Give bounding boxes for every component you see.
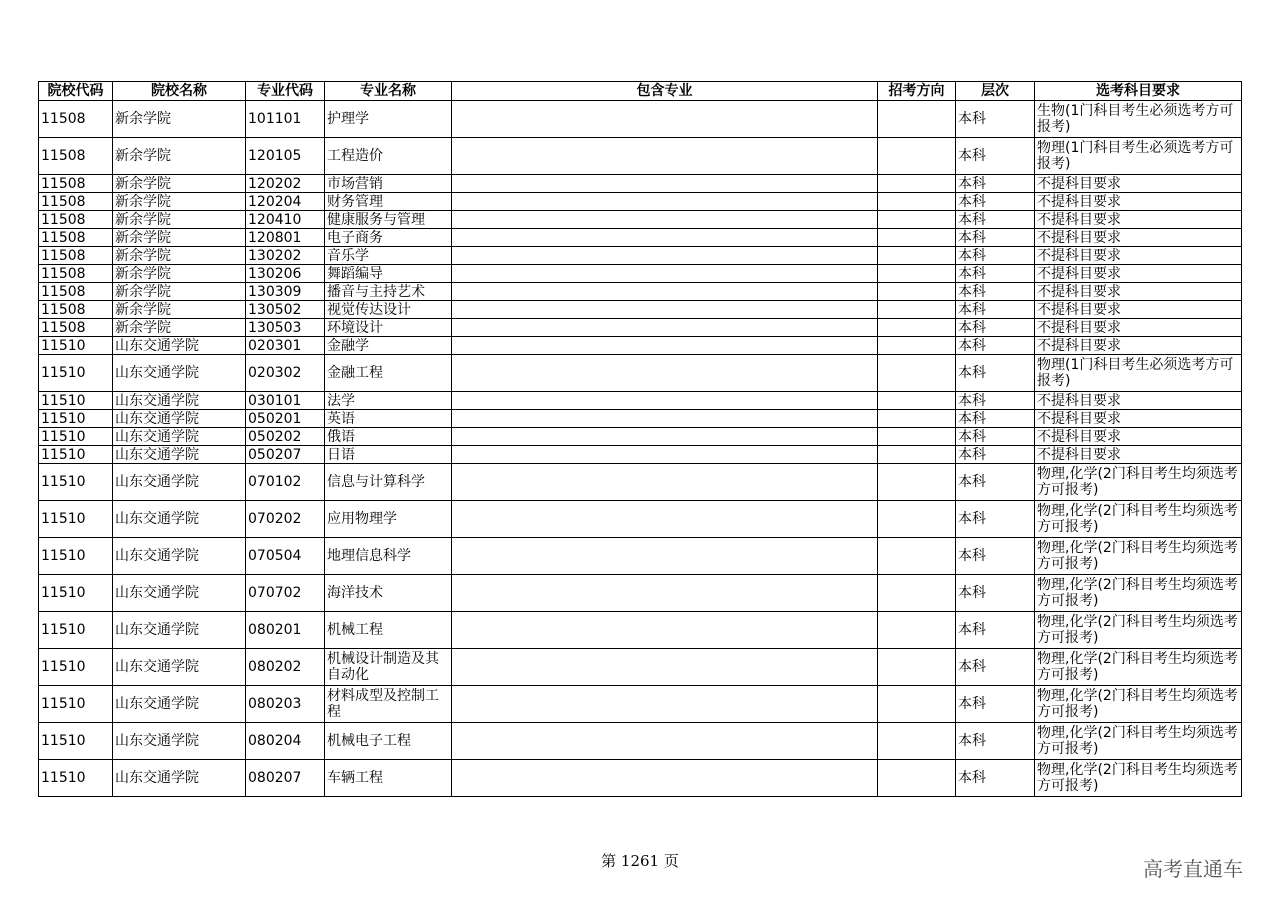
cell-school-name: 山东交通学院 bbox=[113, 501, 246, 538]
cell-direction bbox=[878, 428, 956, 446]
cell-subject-requirement: 物理,化学(2门科目考生均须选考方可报考) bbox=[1035, 464, 1242, 501]
header-school-code: 院校代码 bbox=[39, 82, 113, 101]
cell-major-code: 130502 bbox=[246, 301, 325, 319]
cell-subject-requirement: 不提科目要求 bbox=[1035, 410, 1242, 428]
cell-school-code: 11508 bbox=[39, 301, 113, 319]
cell-major-code: 070102 bbox=[246, 464, 325, 501]
cell-major-code: 120105 bbox=[246, 138, 325, 175]
cell-direction bbox=[878, 538, 956, 575]
cell-level: 本科 bbox=[956, 301, 1035, 319]
cell-level: 本科 bbox=[956, 211, 1035, 229]
cell-major-code: 080204 bbox=[246, 723, 325, 760]
cell-school-name: 山东交通学院 bbox=[113, 337, 246, 355]
cell-major-code: 120204 bbox=[246, 193, 325, 211]
cell-school-code: 11510 bbox=[39, 428, 113, 446]
cell-level: 本科 bbox=[956, 392, 1035, 410]
cell-major-code: 130206 bbox=[246, 265, 325, 283]
cell-subject-requirement: 物理,化学(2门科目考生均须选考方可报考) bbox=[1035, 686, 1242, 723]
cell-subject-requirement: 不提科目要求 bbox=[1035, 211, 1242, 229]
cell-major-name: 金融工程 bbox=[325, 355, 452, 392]
cell-major-name: 机械设计制造及其自动化 bbox=[325, 649, 452, 686]
cell-major-code: 070202 bbox=[246, 501, 325, 538]
cell-major-code: 020301 bbox=[246, 337, 325, 355]
cell-major-name: 护理学 bbox=[325, 101, 452, 138]
cell-direction bbox=[878, 301, 956, 319]
cell-major-code: 080207 bbox=[246, 760, 325, 797]
table-row bbox=[39, 301, 1242, 319]
cell-level: 本科 bbox=[956, 501, 1035, 538]
cell-major-code: 130202 bbox=[246, 247, 325, 265]
cell-major-code: 080202 bbox=[246, 649, 325, 686]
table-row bbox=[39, 211, 1242, 229]
cell-school-code: 11508 bbox=[39, 211, 113, 229]
cell-school-code: 11510 bbox=[39, 446, 113, 464]
cell-subject-requirement: 物理,化学(2门科目考生均须选考方可报考) bbox=[1035, 723, 1242, 760]
cell-major-name: 金融学 bbox=[325, 337, 452, 355]
cell-included-majors bbox=[452, 138, 878, 175]
cell-school-code: 11510 bbox=[39, 501, 113, 538]
table-row bbox=[39, 760, 1242, 797]
cell-major-name: 车辆工程 bbox=[325, 760, 452, 797]
cell-level: 本科 bbox=[956, 101, 1035, 138]
table-row bbox=[39, 501, 1242, 538]
header-included-majors: 包含专业 bbox=[452, 82, 878, 101]
cell-subject-requirement: 物理,化学(2门科目考生均须选考方可报考) bbox=[1035, 575, 1242, 612]
table-row bbox=[39, 319, 1242, 337]
cell-direction bbox=[878, 283, 956, 301]
cell-level: 本科 bbox=[956, 428, 1035, 446]
cell-school-name: 山东交通学院 bbox=[113, 392, 246, 410]
table-row bbox=[39, 392, 1242, 410]
cell-direction bbox=[878, 649, 956, 686]
cell-school-code: 11510 bbox=[39, 760, 113, 797]
cell-subject-requirement: 物理,化学(2门科目考生均须选考方可报考) bbox=[1035, 538, 1242, 575]
cell-school-code: 11508 bbox=[39, 175, 113, 193]
cell-subject-requirement: 不提科目要求 bbox=[1035, 193, 1242, 211]
cell-major-code: 080201 bbox=[246, 612, 325, 649]
cell-included-majors bbox=[452, 612, 878, 649]
cell-included-majors bbox=[452, 723, 878, 760]
cell-school-code: 11510 bbox=[39, 723, 113, 760]
cell-subject-requirement: 物理(1门科目考生必须选考方可报考) bbox=[1035, 138, 1242, 175]
cell-school-name: 山东交通学院 bbox=[113, 723, 246, 760]
cell-school-code: 11510 bbox=[39, 392, 113, 410]
cell-school-code: 11508 bbox=[39, 101, 113, 138]
cell-subject-requirement: 不提科目要求 bbox=[1035, 229, 1242, 247]
cell-included-majors bbox=[452, 283, 878, 301]
cell-major-name: 市场营销 bbox=[325, 175, 452, 193]
cell-school-name: 山东交通学院 bbox=[113, 538, 246, 575]
cell-school-code: 11510 bbox=[39, 464, 113, 501]
cell-level: 本科 bbox=[956, 247, 1035, 265]
cell-level: 本科 bbox=[956, 760, 1035, 797]
cell-school-name: 新余学院 bbox=[113, 247, 246, 265]
cell-included-majors bbox=[452, 538, 878, 575]
cell-major-name: 机械电子工程 bbox=[325, 723, 452, 760]
cell-level: 本科 bbox=[956, 538, 1035, 575]
table-row bbox=[39, 428, 1242, 446]
cell-major-name: 播音与主持艺术 bbox=[325, 283, 452, 301]
table-row bbox=[39, 193, 1242, 211]
cell-included-majors bbox=[452, 301, 878, 319]
cell-major-name: 日语 bbox=[325, 446, 452, 464]
table-row bbox=[39, 538, 1242, 575]
table-row bbox=[39, 247, 1242, 265]
cell-major-name: 财务管理 bbox=[325, 193, 452, 211]
cell-included-majors bbox=[452, 337, 878, 355]
header-row bbox=[39, 82, 1242, 101]
cell-subject-requirement: 物理,化学(2门科目考生均须选考方可报考) bbox=[1035, 760, 1242, 797]
cell-school-name: 新余学院 bbox=[113, 193, 246, 211]
header-school-name: 院校名称 bbox=[113, 82, 246, 101]
table-row bbox=[39, 175, 1242, 193]
cell-school-code: 11508 bbox=[39, 319, 113, 337]
cell-school-name: 新余学院 bbox=[113, 265, 246, 283]
cell-major-code: 120202 bbox=[246, 175, 325, 193]
cell-level: 本科 bbox=[956, 446, 1035, 464]
cell-included-majors bbox=[452, 686, 878, 723]
table-row bbox=[39, 138, 1242, 175]
cell-direction bbox=[878, 723, 956, 760]
cell-major-code: 020302 bbox=[246, 355, 325, 392]
table-row bbox=[39, 723, 1242, 760]
cell-school-code: 11508 bbox=[39, 138, 113, 175]
cell-included-majors bbox=[452, 355, 878, 392]
header-level: 层次 bbox=[956, 82, 1035, 101]
cell-major-name: 法学 bbox=[325, 392, 452, 410]
cell-school-code: 11508 bbox=[39, 247, 113, 265]
cell-subject-requirement: 不提科目要求 bbox=[1035, 283, 1242, 301]
cell-subject-requirement: 物理,化学(2门科目考生均须选考方可报考) bbox=[1035, 612, 1242, 649]
cell-subject-requirement: 不提科目要求 bbox=[1035, 247, 1242, 265]
cell-major-code: 130503 bbox=[246, 319, 325, 337]
cell-school-code: 11510 bbox=[39, 612, 113, 649]
cell-major-code: 050201 bbox=[246, 410, 325, 428]
cell-school-code: 11508 bbox=[39, 283, 113, 301]
cell-direction bbox=[878, 193, 956, 211]
cell-major-code: 050202 bbox=[246, 428, 325, 446]
cell-level: 本科 bbox=[956, 649, 1035, 686]
cell-school-name: 新余学院 bbox=[113, 211, 246, 229]
cell-school-name: 新余学院 bbox=[113, 283, 246, 301]
table-row bbox=[39, 101, 1242, 138]
cell-subject-requirement: 不提科目要求 bbox=[1035, 428, 1242, 446]
table-row bbox=[39, 686, 1242, 723]
cell-included-majors bbox=[452, 760, 878, 797]
cell-major-name: 材料成型及控制工程 bbox=[325, 686, 452, 723]
cell-direction bbox=[878, 265, 956, 283]
cell-school-code: 11508 bbox=[39, 229, 113, 247]
table-body bbox=[39, 101, 1242, 797]
cell-subject-requirement: 不提科目要求 bbox=[1035, 337, 1242, 355]
cell-included-majors bbox=[452, 229, 878, 247]
cell-major-name: 电子商务 bbox=[325, 229, 452, 247]
cell-subject-requirement: 不提科目要求 bbox=[1035, 319, 1242, 337]
cell-school-name: 新余学院 bbox=[113, 101, 246, 138]
admission-table bbox=[38, 81, 1242, 797]
cell-included-majors bbox=[452, 428, 878, 446]
cell-subject-requirement: 不提科目要求 bbox=[1035, 265, 1242, 283]
table-row bbox=[39, 355, 1242, 392]
cell-major-name: 机械工程 bbox=[325, 612, 452, 649]
cell-direction bbox=[878, 760, 956, 797]
cell-direction bbox=[878, 319, 956, 337]
cell-school-name: 新余学院 bbox=[113, 229, 246, 247]
cell-level: 本科 bbox=[956, 283, 1035, 301]
cell-level: 本科 bbox=[956, 686, 1035, 723]
cell-subject-requirement: 不提科目要求 bbox=[1035, 446, 1242, 464]
cell-school-name: 山东交通学院 bbox=[113, 649, 246, 686]
cell-school-code: 11508 bbox=[39, 265, 113, 283]
cell-school-code: 11510 bbox=[39, 337, 113, 355]
cell-major-name: 音乐学 bbox=[325, 247, 452, 265]
cell-school-name: 山东交通学院 bbox=[113, 446, 246, 464]
cell-major-code: 120410 bbox=[246, 211, 325, 229]
cell-direction bbox=[878, 175, 956, 193]
cell-level: 本科 bbox=[956, 229, 1035, 247]
cell-subject-requirement: 不提科目要求 bbox=[1035, 301, 1242, 319]
cell-school-name: 山东交通学院 bbox=[113, 355, 246, 392]
cell-major-name: 环境设计 bbox=[325, 319, 452, 337]
cell-school-code: 11510 bbox=[39, 410, 113, 428]
cell-included-majors bbox=[452, 392, 878, 410]
cell-major-name: 海洋技术 bbox=[325, 575, 452, 612]
cell-major-name: 英语 bbox=[325, 410, 452, 428]
cell-school-code: 11508 bbox=[39, 193, 113, 211]
cell-school-name: 山东交通学院 bbox=[113, 760, 246, 797]
cell-school-name: 山东交通学院 bbox=[113, 612, 246, 649]
cell-major-name: 信息与计算科学 bbox=[325, 464, 452, 501]
cell-direction bbox=[878, 211, 956, 229]
cell-included-majors bbox=[452, 247, 878, 265]
cell-major-name: 地理信息科学 bbox=[325, 538, 452, 575]
cell-direction bbox=[878, 229, 956, 247]
cell-direction bbox=[878, 446, 956, 464]
table-row bbox=[39, 265, 1242, 283]
cell-major-name: 健康服务与管理 bbox=[325, 211, 452, 229]
cell-direction bbox=[878, 355, 956, 392]
table-row bbox=[39, 229, 1242, 247]
table-row bbox=[39, 446, 1242, 464]
cell-included-majors bbox=[452, 446, 878, 464]
cell-direction bbox=[878, 686, 956, 723]
cell-included-majors bbox=[452, 265, 878, 283]
cell-included-majors bbox=[452, 319, 878, 337]
cell-subject-requirement: 物理,化学(2门科目考生均须选考方可报考) bbox=[1035, 649, 1242, 686]
cell-major-name: 视觉传达设计 bbox=[325, 301, 452, 319]
cell-level: 本科 bbox=[956, 612, 1035, 649]
header-major-code: 专业代码 bbox=[246, 82, 325, 101]
cell-included-majors bbox=[452, 410, 878, 428]
cell-major-name: 工程造价 bbox=[325, 138, 452, 175]
cell-level: 本科 bbox=[956, 193, 1035, 211]
cell-subject-requirement: 物理(1门科目考生必须选考方可报考) bbox=[1035, 355, 1242, 392]
cell-school-code: 11510 bbox=[39, 649, 113, 686]
table-row bbox=[39, 337, 1242, 355]
cell-school-name: 新余学院 bbox=[113, 175, 246, 193]
cell-school-name: 新余学院 bbox=[113, 319, 246, 337]
cell-level: 本科 bbox=[956, 355, 1035, 392]
cell-included-majors bbox=[452, 575, 878, 612]
table-row bbox=[39, 410, 1242, 428]
cell-school-name: 新余学院 bbox=[113, 301, 246, 319]
cell-direction bbox=[878, 337, 956, 355]
cell-direction bbox=[878, 575, 956, 612]
cell-subject-requirement: 不提科目要求 bbox=[1035, 392, 1242, 410]
table-row bbox=[39, 283, 1242, 301]
header-major-name: 专业名称 bbox=[325, 82, 452, 101]
cell-included-majors bbox=[452, 649, 878, 686]
cell-level: 本科 bbox=[956, 175, 1035, 193]
cell-school-name: 山东交通学院 bbox=[113, 464, 246, 501]
cell-school-code: 11510 bbox=[39, 686, 113, 723]
cell-direction bbox=[878, 392, 956, 410]
cell-major-code: 130309 bbox=[246, 283, 325, 301]
cell-included-majors bbox=[452, 101, 878, 138]
cell-level: 本科 bbox=[956, 723, 1035, 760]
cell-school-code: 11510 bbox=[39, 355, 113, 392]
cell-direction bbox=[878, 464, 956, 501]
cell-included-majors bbox=[452, 464, 878, 501]
cell-major-name: 俄语 bbox=[325, 428, 452, 446]
cell-major-code: 050207 bbox=[246, 446, 325, 464]
cell-major-code: 030101 bbox=[246, 392, 325, 410]
cell-major-code: 120801 bbox=[246, 229, 325, 247]
table-row bbox=[39, 575, 1242, 612]
cell-school-code: 11510 bbox=[39, 575, 113, 612]
table-row bbox=[39, 464, 1242, 501]
cell-direction bbox=[878, 101, 956, 138]
cell-major-code: 070504 bbox=[246, 538, 325, 575]
cell-level: 本科 bbox=[956, 410, 1035, 428]
cell-subject-requirement: 生物(1门科目考生必须选考方可报考) bbox=[1035, 101, 1242, 138]
header-subject-requirement: 选考科目要求 bbox=[1035, 82, 1242, 101]
table-row bbox=[39, 612, 1242, 649]
cell-included-majors bbox=[452, 175, 878, 193]
cell-major-code: 080203 bbox=[246, 686, 325, 723]
cell-major-code: 101101 bbox=[246, 101, 325, 138]
cell-school-name: 新余学院 bbox=[113, 138, 246, 175]
cell-direction bbox=[878, 410, 956, 428]
cell-included-majors bbox=[452, 211, 878, 229]
table-row bbox=[39, 649, 1242, 686]
cell-included-majors bbox=[452, 501, 878, 538]
cell-school-name: 山东交通学院 bbox=[113, 410, 246, 428]
cell-included-majors bbox=[452, 193, 878, 211]
header-direction: 招考方向 bbox=[878, 82, 956, 101]
cell-major-name: 应用物理学 bbox=[325, 501, 452, 538]
cell-direction bbox=[878, 501, 956, 538]
cell-subject-requirement: 不提科目要求 bbox=[1035, 175, 1242, 193]
cell-level: 本科 bbox=[956, 138, 1035, 175]
cell-level: 本科 bbox=[956, 265, 1035, 283]
cell-direction bbox=[878, 612, 956, 649]
cell-level: 本科 bbox=[956, 575, 1035, 612]
cell-school-code: 11510 bbox=[39, 538, 113, 575]
watermark: 高考直通车 bbox=[1143, 857, 1243, 881]
cell-subject-requirement: 物理,化学(2门科目考生均须选考方可报考) bbox=[1035, 501, 1242, 538]
cell-school-name: 山东交通学院 bbox=[113, 575, 246, 612]
page-number: 第 1261 页 bbox=[601, 852, 679, 870]
cell-level: 本科 bbox=[956, 319, 1035, 337]
cell-level: 本科 bbox=[956, 464, 1035, 501]
cell-school-name: 山东交通学院 bbox=[113, 428, 246, 446]
cell-school-name: 山东交通学院 bbox=[113, 686, 246, 723]
cell-direction bbox=[878, 138, 956, 175]
cell-level: 本科 bbox=[956, 337, 1035, 355]
cell-direction bbox=[878, 247, 956, 265]
cell-major-code: 070702 bbox=[246, 575, 325, 612]
cell-major-name: 舞蹈编导 bbox=[325, 265, 452, 283]
